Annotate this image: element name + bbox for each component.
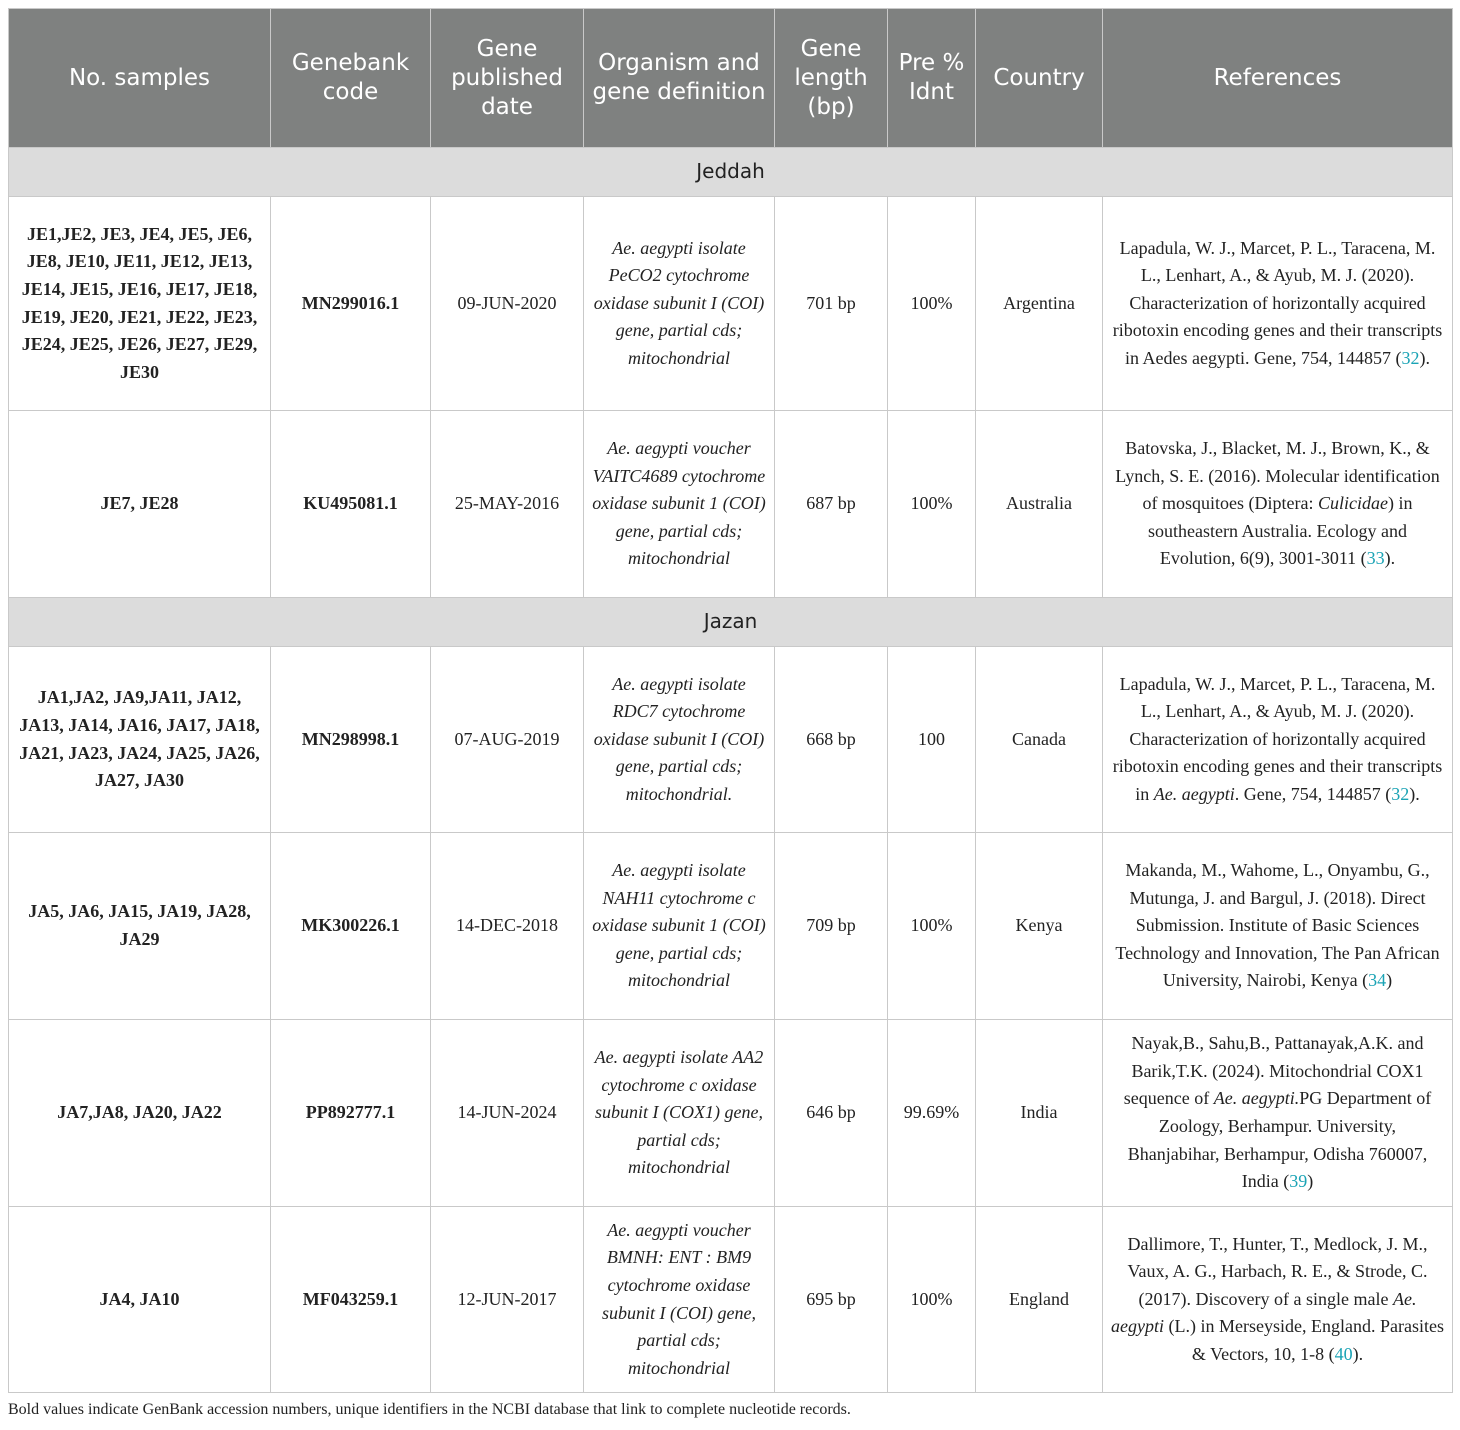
cell-organism: Ae. aegypti isolate AA2 cytochrome c oxidase subunit I (COX1) gene, partial cds; mitochondrial [584, 1020, 775, 1207]
reference-text: ). [1419, 347, 1430, 368]
reference-text: Culicidae [1317, 493, 1388, 514]
cell-samples: JA4, JA10 [9, 1207, 271, 1393]
cell-organism: Ae. aegypti isolate PeCO2 cytochrome oxidase subunit I (COI) gene, partial cds; mitochondrial [584, 197, 775, 411]
group-row [9, 598, 1453, 647]
header-length: Gene length (bp) [775, 9, 888, 148]
table-row [9, 1207, 1453, 1393]
reference-text: ) in southeastern Australia. Ecology and Evolution, 6(9), 3001-3011 ( [1148, 493, 1413, 569]
citation-link[interactable]: 34 [1368, 970, 1387, 991]
cell-ident: 100% [888, 1207, 976, 1393]
cell-date: 14-JUN-2024 [431, 1020, 584, 1207]
group-row [9, 148, 1453, 197]
cell-organism: Ae. aegypti isolate RDC7 cytochrome oxidase subunit I (COI) gene, partial cds; mitochondrial. [584, 647, 775, 833]
cell-ident: 99.69% [888, 1020, 976, 1207]
reference-text: Dallimore, T., Hunter, T., Medlock, J. M., Vaux, A. G., Harbach, R. E., & Strode, C. (2017). Discovery of a single male [1127, 1233, 1428, 1309]
reference-text: Ae. aegypti. [1213, 1088, 1300, 1109]
citation-link[interactable]: 39 [1289, 1171, 1308, 1192]
results-table [8, 8, 1453, 1393]
reference-text: ). [1384, 548, 1396, 569]
cell-samples: JA7,JA8, JA20, JA22 [9, 1020, 271, 1207]
table-row [9, 411, 1453, 598]
cell-country: India [976, 1020, 1103, 1207]
reference-text: ) [1307, 1171, 1314, 1192]
reference-text: Batovska, J., Blacket, M. J., Brown, K., & Lynch, S. E. (2016). Molecular identification of mosquitoes (Diptera: [1115, 438, 1440, 514]
cell-samples: JA5, JA6, JA15, JA19, JA28, JA29 [9, 833, 271, 1020]
cell-length: 646 bp [775, 1020, 888, 1207]
cell-ident: 100% [888, 833, 976, 1020]
reference-text: Nayak,B., Sahu,B., Pattanayak,A.K. and Barik,T.K. (2024). Mitochondrial COX1 sequence of [1123, 1033, 1424, 1109]
reference-text: Ae. aegypti [1153, 783, 1235, 804]
citation-link[interactable]: 32 [1401, 347, 1420, 368]
reference-text: PG Department of Zoology, Berhampur. University, Bhanjabihar, Berhampur, Odisha 760007, India ( [1127, 1088, 1432, 1192]
cell-length: 695 bp [775, 1207, 888, 1393]
citation-link[interactable]: 32 [1391, 783, 1410, 804]
cell-country: Canada [976, 647, 1103, 833]
cell-organism: Ae. aegypti voucher BMNH: ENT : BM9 cytochrome oxidase subunit I (COI) gene, partial cds; mitochondrial [584, 1207, 775, 1393]
cell-reference [1103, 833, 1453, 1020]
reference-text: Lapadula, W. J., Marcet, P. L., Taracena, M. L., Lenhart, A., & Ayub, M. J. (2020). Characterization of horizontally acquired ribotoxin encoding genes and their transcripts in [1112, 673, 1443, 804]
header-references: References [1103, 9, 1453, 148]
cell-organism: Ae. aegypti isolate NAH11 cytochrome c oxidase subunit 1 (COI) gene, partial cds; mitochondrial [584, 833, 775, 1020]
cell-code: MN298998.1 [271, 647, 431, 833]
citation-link[interactable]: 40 [1334, 1343, 1353, 1364]
cell-length: 668 bp [775, 647, 888, 833]
reference-text: (L.) in Merseyside, England. Parasites & Vectors, 10, 1-8 ( [1164, 1316, 1444, 1364]
table-row [9, 1020, 1453, 1207]
cell-ident: 100% [888, 197, 976, 411]
cell-reference [1103, 647, 1453, 833]
cell-reference [1103, 1207, 1453, 1393]
cell-country: Kenya [976, 833, 1103, 1020]
cell-length: 701 bp [775, 197, 888, 411]
cell-country: Argentina [976, 197, 1103, 411]
cell-code: MN299016.1 [271, 197, 431, 411]
header-samples: No. samples [9, 9, 271, 148]
table-row [9, 833, 1453, 1020]
cell-reference [1103, 411, 1453, 598]
cell-date: 25-MAY-2016 [431, 411, 584, 598]
header-country: Country [976, 9, 1103, 148]
header-date: Gene published date [431, 9, 584, 148]
reference-text: Lapadula, W. J., Marcet, P. L., Taracena, M. L., Lenhart, A., & Ayub, M. J. (2020). Characterization of horizontally acquired ribotoxin encoding genes and their transcripts in Aedes aegypti. Gene, 754, 144857 ( [1112, 237, 1443, 368]
header-organism: Organism and gene definition [584, 9, 775, 148]
cell-country: England [976, 1207, 1103, 1393]
cell-samples: JE7, JE28 [9, 411, 271, 598]
cell-country: Australia [976, 411, 1103, 598]
cell-code: PP892777.1 [271, 1020, 431, 1207]
cell-code: MF043259.1 [271, 1207, 431, 1393]
cell-organism: Ae. aegypti voucher VAITC4689 cytochrome oxidase subunit 1 (COI) gene, partial cds; mitochondrial [584, 411, 775, 598]
table-footnote: Bold values indicate GenBank accession numbers, unique identifiers in the NCBI database that link to complete nucleotide records. [8, 1401, 851, 1418]
table-row [9, 197, 1453, 411]
reference-text: ). [1352, 1343, 1364, 1364]
reference-text: Ae. aegypti [1111, 1288, 1417, 1337]
cell-ident: 100% [888, 411, 976, 598]
reference-text: . Gene, 754, 144857 ( [1234, 783, 1392, 804]
cell-date: 07-AUG-2019 [431, 647, 584, 833]
cell-code: MK300226.1 [271, 833, 431, 1020]
cell-reference [1103, 197, 1453, 411]
cell-date: 12-JUN-2017 [431, 1207, 584, 1393]
cell-ident: 100 [888, 647, 976, 833]
cell-code: KU495081.1 [271, 411, 431, 598]
table-row [9, 647, 1453, 833]
reference-text: ) [1386, 970, 1393, 991]
cell-length: 709 bp [775, 833, 888, 1020]
reference-text: ). [1409, 783, 1420, 804]
reference-text: Makanda, M., Wahome, L., Onyambu, G., Mutunga, J. and Bargul, J. (2018). Direct Submission. Institute of Basic Sciences Technology and Innovation, The Pan African University, Nairobi, Kenya ( [1115, 860, 1440, 991]
cell-samples: JA1,JA2, JA9,JA11, JA12, JA13, JA14, JA16, JA17, JA18, JA21, JA23, JA24, JA25, JA26, JA27, JA30 [9, 647, 271, 833]
citation-link[interactable]: 33 [1366, 548, 1385, 569]
header-identity: Pre % Idnt [888, 9, 976, 148]
cell-length: 687 bp [775, 411, 888, 598]
cell-samples: JE1,JE2, JE3, JE4, JE5, JE6, JE8, JE10, JE11, JE12, JE13, JE14, JE15, JE16, JE17, JE18, JE19, JE20, JE21, JE22, JE23, JE24, JE25, JE26, JE27, JE29, JE30 [9, 197, 271, 411]
group-label: Jeddah [9, 148, 1453, 197]
group-label: Jazan [9, 598, 1453, 647]
cell-date: 14-DEC-2018 [431, 833, 584, 1020]
header-row [9, 9, 1453, 148]
cell-reference [1103, 1020, 1453, 1207]
header-code: Genebank code [271, 9, 431, 148]
cell-date: 09-JUN-2020 [431, 197, 584, 411]
